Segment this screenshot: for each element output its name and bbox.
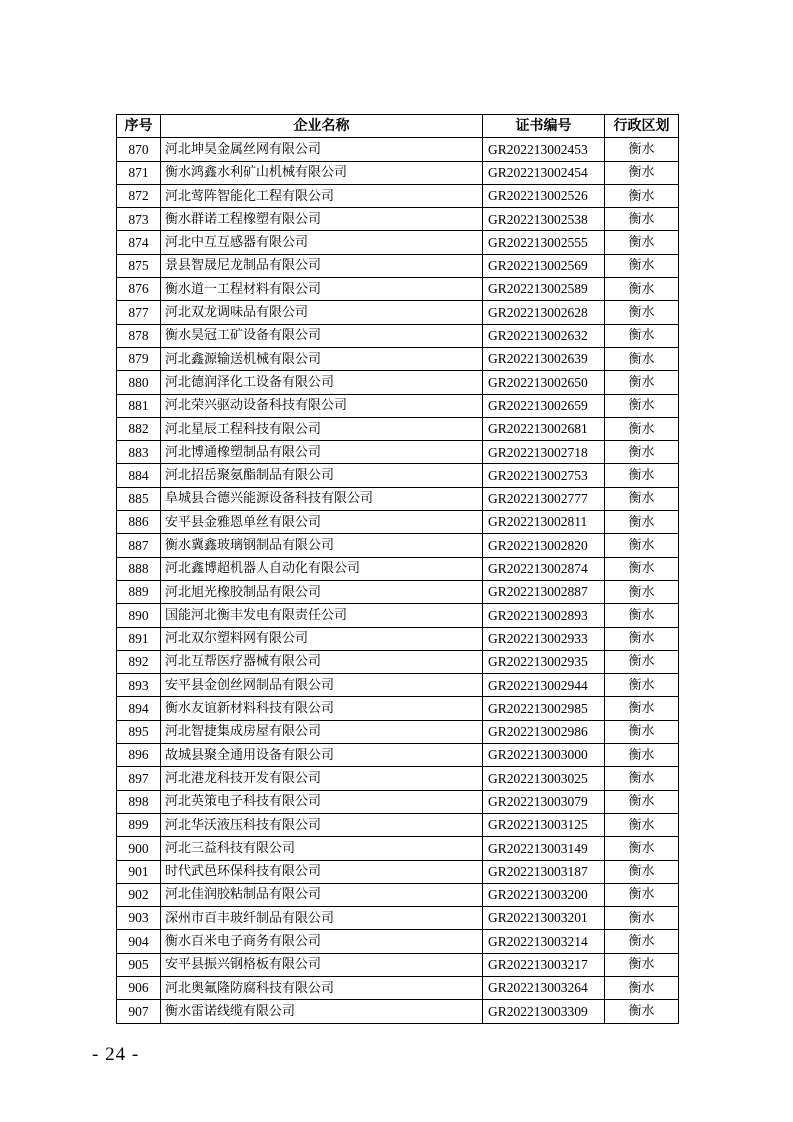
seq-cell: 901 [117,860,161,883]
seq-cell: 889 [117,580,161,603]
region-cell: 衡水 [605,184,679,207]
region-cell: 衡水 [605,534,679,557]
certificate-number-cell: GR202213002933 [483,627,605,650]
seq-cell: 896 [117,744,161,767]
region-cell: 衡水 [605,580,679,603]
company-name-cell: 河北旭光橡胶制品有限公司 [161,580,483,603]
company-name-cell: 衡水友谊新材料科技有限公司 [161,697,483,720]
company-name-cell: 河北奥氟隆防腐科技有限公司 [161,976,483,999]
company-name-cell: 河北德润泽化工设备有限公司 [161,371,483,394]
seq-cell: 876 [117,278,161,301]
region-cell: 衡水 [605,813,679,836]
table-row [117,837,679,860]
table-row [117,278,679,301]
certificate-number-cell: GR202213002718 [483,441,605,464]
table-row [117,534,679,557]
seq-cell: 905 [117,953,161,976]
seq-cell: 881 [117,394,161,417]
certificate-number-cell: GR202213003214 [483,930,605,953]
company-name-cell: 河北荣兴驱动设备科技有限公司 [161,394,483,417]
region-cell: 衡水 [605,930,679,953]
table-row [117,976,679,999]
company-name-cell: 衡水道一工程材料有限公司 [161,278,483,301]
certificate-number-cell: GR202213002887 [483,580,605,603]
seq-cell: 907 [117,1000,161,1023]
company-name-cell: 河北坤昊金属丝网有限公司 [161,138,483,161]
company-name-cell: 河北佳润胶粘制品有限公司 [161,883,483,906]
seq-cell: 892 [117,650,161,673]
company-name-cell: 河北港龙科技开发有限公司 [161,767,483,790]
company-name-cell: 河北双尔塑料网有限公司 [161,627,483,650]
certificate-number-cell: GR202213002569 [483,254,605,277]
table-row [117,347,679,370]
region-cell: 衡水 [605,976,679,999]
company-name-cell: 衡水百米电子商务有限公司 [161,930,483,953]
region-cell: 衡水 [605,208,679,231]
region-cell: 衡水 [605,278,679,301]
certificate-number-cell: GR202213002893 [483,604,605,627]
seq-cell: 880 [117,371,161,394]
region-cell: 衡水 [605,627,679,650]
seq-cell: 899 [117,813,161,836]
certificate-number-cell: GR202213002935 [483,650,605,673]
seq-cell: 898 [117,790,161,813]
certificate-number-cell: GR202213002650 [483,371,605,394]
certificate-number-cell: GR202213002944 [483,674,605,697]
header-name: 企业名称 [161,115,483,138]
seq-cell: 878 [117,324,161,347]
certificate-number-cell: GR202213002659 [483,394,605,417]
certificate-number-cell: GR202213002820 [483,534,605,557]
certificate-number-cell: GR202213003149 [483,837,605,860]
certificate-number-cell: GR202213002639 [483,347,605,370]
certificate-number-cell: GR202213003217 [483,953,605,976]
table-row [117,767,679,790]
seq-cell: 903 [117,907,161,930]
table-row [117,394,679,417]
certificate-number-cell: GR202213002628 [483,301,605,324]
seq-cell: 895 [117,720,161,743]
company-name-cell: 河北三益科技有限公司 [161,837,483,860]
seq-cell: 888 [117,557,161,580]
certificate-number-cell: GR202213003125 [483,813,605,836]
certificate-number-cell: GR202213002985 [483,697,605,720]
table-row [117,557,679,580]
region-cell: 衡水 [605,837,679,860]
company-name-cell: 河北互帮医疗器械有限公司 [161,650,483,673]
table-header-row [117,115,679,138]
region-cell: 衡水 [605,650,679,673]
company-name-cell: 安平县金创丝网制品有限公司 [161,674,483,697]
table-row [117,883,679,906]
region-cell: 衡水 [605,860,679,883]
seq-cell: 904 [117,930,161,953]
company-name-cell: 河北博通橡塑制品有限公司 [161,441,483,464]
seq-cell: 902 [117,883,161,906]
table-row [117,301,679,324]
table-row [117,487,679,510]
certificate-number-cell: GR202213003200 [483,883,605,906]
table-row [117,790,679,813]
certificate-number-cell: GR202213003079 [483,790,605,813]
region-cell: 衡水 [605,324,679,347]
company-name-cell: 衡水昊冠工矿设备有限公司 [161,324,483,347]
table-row [117,138,679,161]
seq-cell: 890 [117,604,161,627]
region-cell: 衡水 [605,464,679,487]
certificate-number-cell: GR202213002453 [483,138,605,161]
seq-cell: 897 [117,767,161,790]
certificate-number-cell: GR202213002454 [483,161,605,184]
certificate-number-cell: GR202213002538 [483,208,605,231]
table-row [117,953,679,976]
seq-cell: 906 [117,976,161,999]
seq-cell: 877 [117,301,161,324]
company-name-cell: 河北鑫源输送机械有限公司 [161,347,483,370]
region-cell: 衡水 [605,161,679,184]
seq-cell: 893 [117,674,161,697]
certificate-number-cell: GR202213003264 [483,976,605,999]
company-name-cell: 河北鑫博超机器人自动化有限公司 [161,557,483,580]
company-name-cell: 衡水群诺工程橡塑有限公司 [161,208,483,231]
region-cell: 衡水 [605,417,679,440]
region-cell: 衡水 [605,674,679,697]
table-row [117,324,679,347]
table-row [117,371,679,394]
region-cell: 衡水 [605,511,679,534]
certificate-number-cell: GR202213003000 [483,744,605,767]
enterprise-table-container [116,114,678,1024]
company-name-cell: 国能河北衡丰发电有限责任公司 [161,604,483,627]
seq-cell: 882 [117,417,161,440]
region-cell: 衡水 [605,767,679,790]
table-row [117,604,679,627]
seq-cell: 870 [117,138,161,161]
region-cell: 衡水 [605,790,679,813]
table-row [117,860,679,883]
company-name-cell: 河北莺阵智能化工程有限公司 [161,184,483,207]
seq-cell: 883 [117,441,161,464]
region-cell: 衡水 [605,720,679,743]
table-row [117,208,679,231]
seq-cell: 891 [117,627,161,650]
region-cell: 衡水 [605,1000,679,1023]
table-row [117,511,679,534]
table-row [117,417,679,440]
certificate-number-cell: GR202213003201 [483,907,605,930]
certificate-number-cell: GR202213003309 [483,1000,605,1023]
page-number: - 24 - [92,1044,140,1065]
table-row [117,254,679,277]
certificate-number-cell: GR202213002811 [483,511,605,534]
seq-cell: 875 [117,254,161,277]
seq-cell: 900 [117,837,161,860]
region-cell: 衡水 [605,487,679,510]
region-cell: 衡水 [605,301,679,324]
certificate-number-cell: GR202213002589 [483,278,605,301]
certificate-number-cell: GR202213002874 [483,557,605,580]
certificate-number-cell: GR202213003025 [483,767,605,790]
table-body [117,138,679,1023]
region-cell: 衡水 [605,254,679,277]
company-name-cell: 衡水冀鑫玻璃钢制品有限公司 [161,534,483,557]
table-row [117,627,679,650]
company-name-cell: 景县智晟尼龙制品有限公司 [161,254,483,277]
table-row [117,1000,679,1023]
company-name-cell: 河北双龙调味品有限公司 [161,301,483,324]
company-name-cell: 河北英策电子科技有限公司 [161,790,483,813]
region-cell: 衡水 [605,371,679,394]
table-row [117,744,679,767]
region-cell: 衡水 [605,604,679,627]
company-name-cell: 河北中互互感器有限公司 [161,231,483,254]
company-name-cell: 河北智捷集成房屋有限公司 [161,720,483,743]
seq-cell: 887 [117,534,161,557]
certificate-number-cell: GR202213002986 [483,720,605,743]
seq-cell: 871 [117,161,161,184]
certificate-number-cell: GR202213002526 [483,184,605,207]
table-row [117,161,679,184]
seq-cell: 874 [117,231,161,254]
region-cell: 衡水 [605,347,679,370]
header-seq: 序号 [117,115,161,138]
company-name-cell: 安平县振兴钢格板有限公司 [161,953,483,976]
region-cell: 衡水 [605,231,679,254]
company-name-cell: 故城县聚全通用设备有限公司 [161,744,483,767]
table-row [117,813,679,836]
region-cell: 衡水 [605,441,679,464]
region-cell: 衡水 [605,907,679,930]
company-name-cell: 安平县金雅恩单丝有限公司 [161,511,483,534]
table-row [117,697,679,720]
certificate-number-cell: GR202213002753 [483,464,605,487]
company-name-cell: 河北华沃液压科技有限公司 [161,813,483,836]
company-name-cell: 衡水雷诺线缆有限公司 [161,1000,483,1023]
seq-cell: 884 [117,464,161,487]
seq-cell: 873 [117,208,161,231]
table-row [117,650,679,673]
seq-cell: 894 [117,697,161,720]
company-name-cell: 阜城县合德兴能源设备科技有限公司 [161,487,483,510]
region-cell: 衡水 [605,138,679,161]
company-name-cell: 时代武邑环保科技有限公司 [161,860,483,883]
table-row [117,580,679,603]
header-region: 行政区划 [605,115,679,138]
table-row [117,441,679,464]
seq-cell: 872 [117,184,161,207]
table-row [117,907,679,930]
table-row [117,674,679,697]
company-name-cell: 河北星辰工程科技有限公司 [161,417,483,440]
certificate-number-cell: GR202213002555 [483,231,605,254]
region-cell: 衡水 [605,744,679,767]
company-name-cell: 衡水鸿鑫水利矿山机械有限公司 [161,161,483,184]
table-row [117,184,679,207]
header-cert: 证书编号 [483,115,605,138]
region-cell: 衡水 [605,953,679,976]
table-row [117,464,679,487]
company-name-cell: 深州市百丰玻纤制品有限公司 [161,907,483,930]
enterprise-table [116,114,679,1024]
certificate-number-cell: GR202213002777 [483,487,605,510]
certificate-number-cell: GR202213002632 [483,324,605,347]
certificate-number-cell: GR202213003187 [483,860,605,883]
region-cell: 衡水 [605,697,679,720]
company-name-cell: 河北招岳聚氨酯制品有限公司 [161,464,483,487]
seq-cell: 879 [117,347,161,370]
region-cell: 衡水 [605,883,679,906]
region-cell: 衡水 [605,394,679,417]
seq-cell: 885 [117,487,161,510]
certificate-number-cell: GR202213002681 [483,417,605,440]
table-row [117,720,679,743]
region-cell: 衡水 [605,557,679,580]
seq-cell: 886 [117,511,161,534]
table-row [117,231,679,254]
table-row [117,930,679,953]
